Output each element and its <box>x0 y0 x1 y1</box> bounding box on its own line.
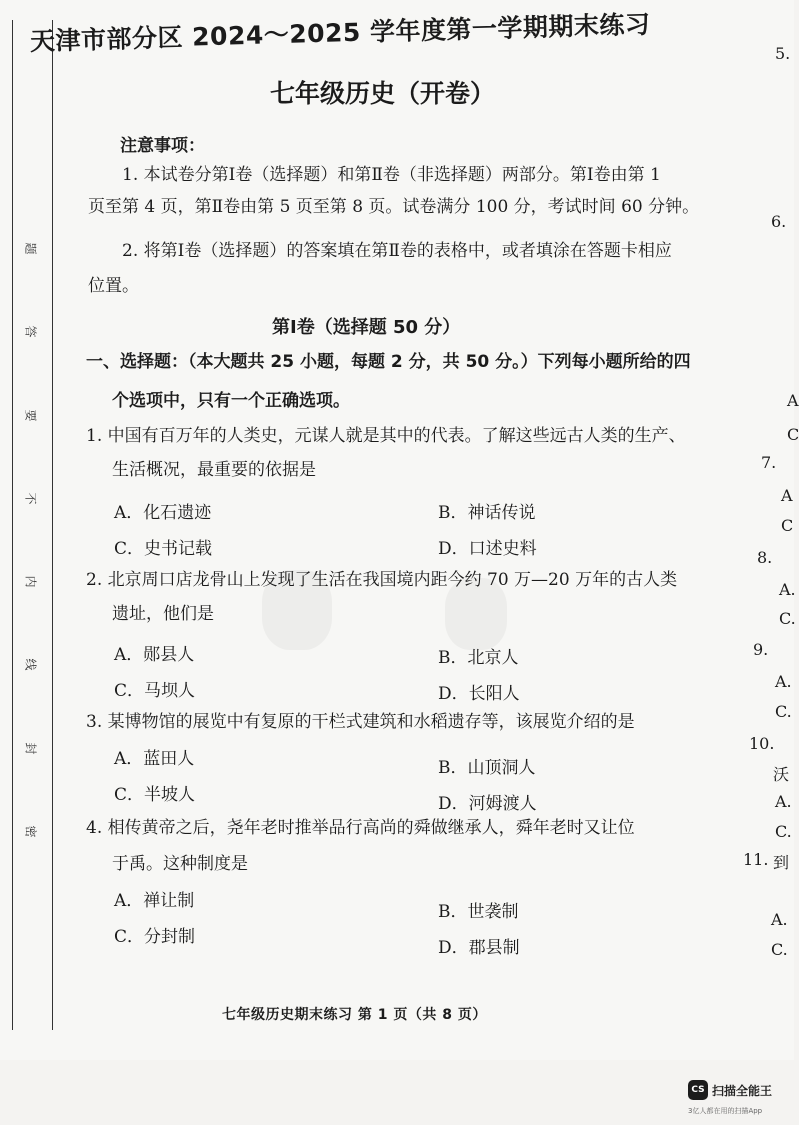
question-stem: 生活概况，最重要的依据是 <box>112 460 316 480</box>
option-d: D．河姆渡人 <box>438 794 537 814</box>
option-fragment: C <box>781 516 794 535</box>
question-number: 8. <box>757 548 773 567</box>
section-instruction: 个选项中，只有一个正确选项。 <box>112 391 350 411</box>
option-fragment: C. <box>779 609 796 628</box>
binding-char: 答 <box>23 325 38 338</box>
option-d: D．长阳人 <box>438 684 520 704</box>
option-a: A．郧县人 <box>114 645 195 665</box>
watermark-tagline: 3亿人都在用的扫描App <box>688 1107 763 1115</box>
notice-line: 2. 将第Ⅰ卷（选择题）的答案填在第Ⅱ卷的表格中，或者填涂在答题卡相应 <box>122 241 672 261</box>
question-number: 6. <box>771 212 787 231</box>
question-stem: 于禹。这种制度是 <box>112 854 248 874</box>
option-c: C．史书记载 <box>114 539 213 559</box>
binding-char: 题 <box>23 242 38 255</box>
option-fragment: A <box>787 391 799 410</box>
question-number: 9. <box>753 640 769 659</box>
binding-strip <box>8 20 60 1030</box>
option-fragment: A. <box>775 792 792 811</box>
section-title: 第Ⅰ卷（选择题 50 分） <box>272 317 461 338</box>
question-stem: 遗址，他们是 <box>112 604 214 624</box>
option-b: B．北京人 <box>438 648 519 668</box>
option-fragment: A. <box>771 910 788 929</box>
binding-seal-text <box>22 240 40 840</box>
question-number: 7. <box>761 453 777 472</box>
option-fragment: C. <box>771 940 788 959</box>
option-b: B．神话传说 <box>438 503 536 523</box>
question-fragment: 到 <box>773 853 790 872</box>
question-number: 11. <box>743 850 769 869</box>
option-c: C．马坝人 <box>114 681 196 701</box>
option-fragment: A. <box>775 672 792 691</box>
scanner-watermark <box>688 1080 794 1120</box>
binding-char: 不 <box>23 492 38 505</box>
option-b: B．世袭制 <box>438 902 519 922</box>
option-a: A．蓝田人 <box>114 749 195 769</box>
binding-rule <box>12 20 13 1030</box>
adjacent-page-edge <box>735 0 799 1060</box>
option-c: C．分封制 <box>114 927 196 947</box>
notice-line: 页至第 4 页，第Ⅱ卷由第 5 页至第 8 页。试卷满分 100 分，考试时间 60 分钟。 <box>88 197 700 217</box>
question-stem: 1. 中国有百万年的人类史，元谋人就是其中的代表。了解这些远古人类的生产、 <box>86 426 686 446</box>
option-d: D．口述史料 <box>438 539 537 559</box>
option-b: B．山顶洞人 <box>438 758 536 778</box>
binding-char: 封 <box>23 742 38 755</box>
question-number: 10. <box>749 734 775 753</box>
option-fragment: C. <box>775 702 792 721</box>
option-a: A．化石遗迹 <box>114 503 212 523</box>
option-fragment: A <box>781 486 793 505</box>
option-fragment: C. <box>775 822 792 841</box>
camscanner-logo-icon: CS <box>688 1080 708 1100</box>
question-stem: 4. 相传黄帝之后，尧年老时推举品行高尚的舜做继承人，舜年老时又让位 <box>86 818 635 838</box>
binding-char: 密 <box>23 825 38 838</box>
option-fragment: A. <box>779 580 796 599</box>
binding-rule <box>52 20 53 1030</box>
binding-char: 要 <box>23 409 38 422</box>
option-fragment: C <box>787 425 799 444</box>
option-c: C．半坡人 <box>114 785 196 805</box>
exam-subtitle: 七年级历史（开卷） <box>270 79 496 108</box>
notice-heading: 注意事项： <box>120 136 205 156</box>
question-stem: 3. 某博物馆的展览中有复原的干栏式建筑和水稻遗存等，该展览介绍的是 <box>86 712 635 732</box>
watermark-name: 扫描全能王 <box>712 1084 773 1098</box>
section-instruction: 一、选择题：（本大题共 25 小题，每题 2 分，共 50 分。）下列每小题所给的四 <box>86 352 691 372</box>
option-d: D．郡县制 <box>438 938 520 958</box>
option-fragment: 沃 <box>773 765 790 784</box>
notice-line: 1. 本试卷分第Ⅰ卷（选择题）和第Ⅱ卷（非选择题）两部分。第Ⅰ卷由第 1 <box>122 165 661 185</box>
question-number: 5. <box>775 44 791 63</box>
binding-char: 线 <box>23 658 38 671</box>
page-footer: 七年级历史期末练习 第 1 页（共 8 页） <box>222 1007 487 1023</box>
exam-title: 天津市部分区 2024～2025 学年度第一学期期末练习 <box>29 9 651 56</box>
option-a: A．禅让制 <box>114 891 195 911</box>
binding-char: 内 <box>23 575 38 588</box>
question-stem: 2. 北京周口店龙骨山上发现了生活在我国境内距今约 70 万—20 万年的古人类 <box>86 570 678 590</box>
notice-line: 位置。 <box>88 276 139 296</box>
